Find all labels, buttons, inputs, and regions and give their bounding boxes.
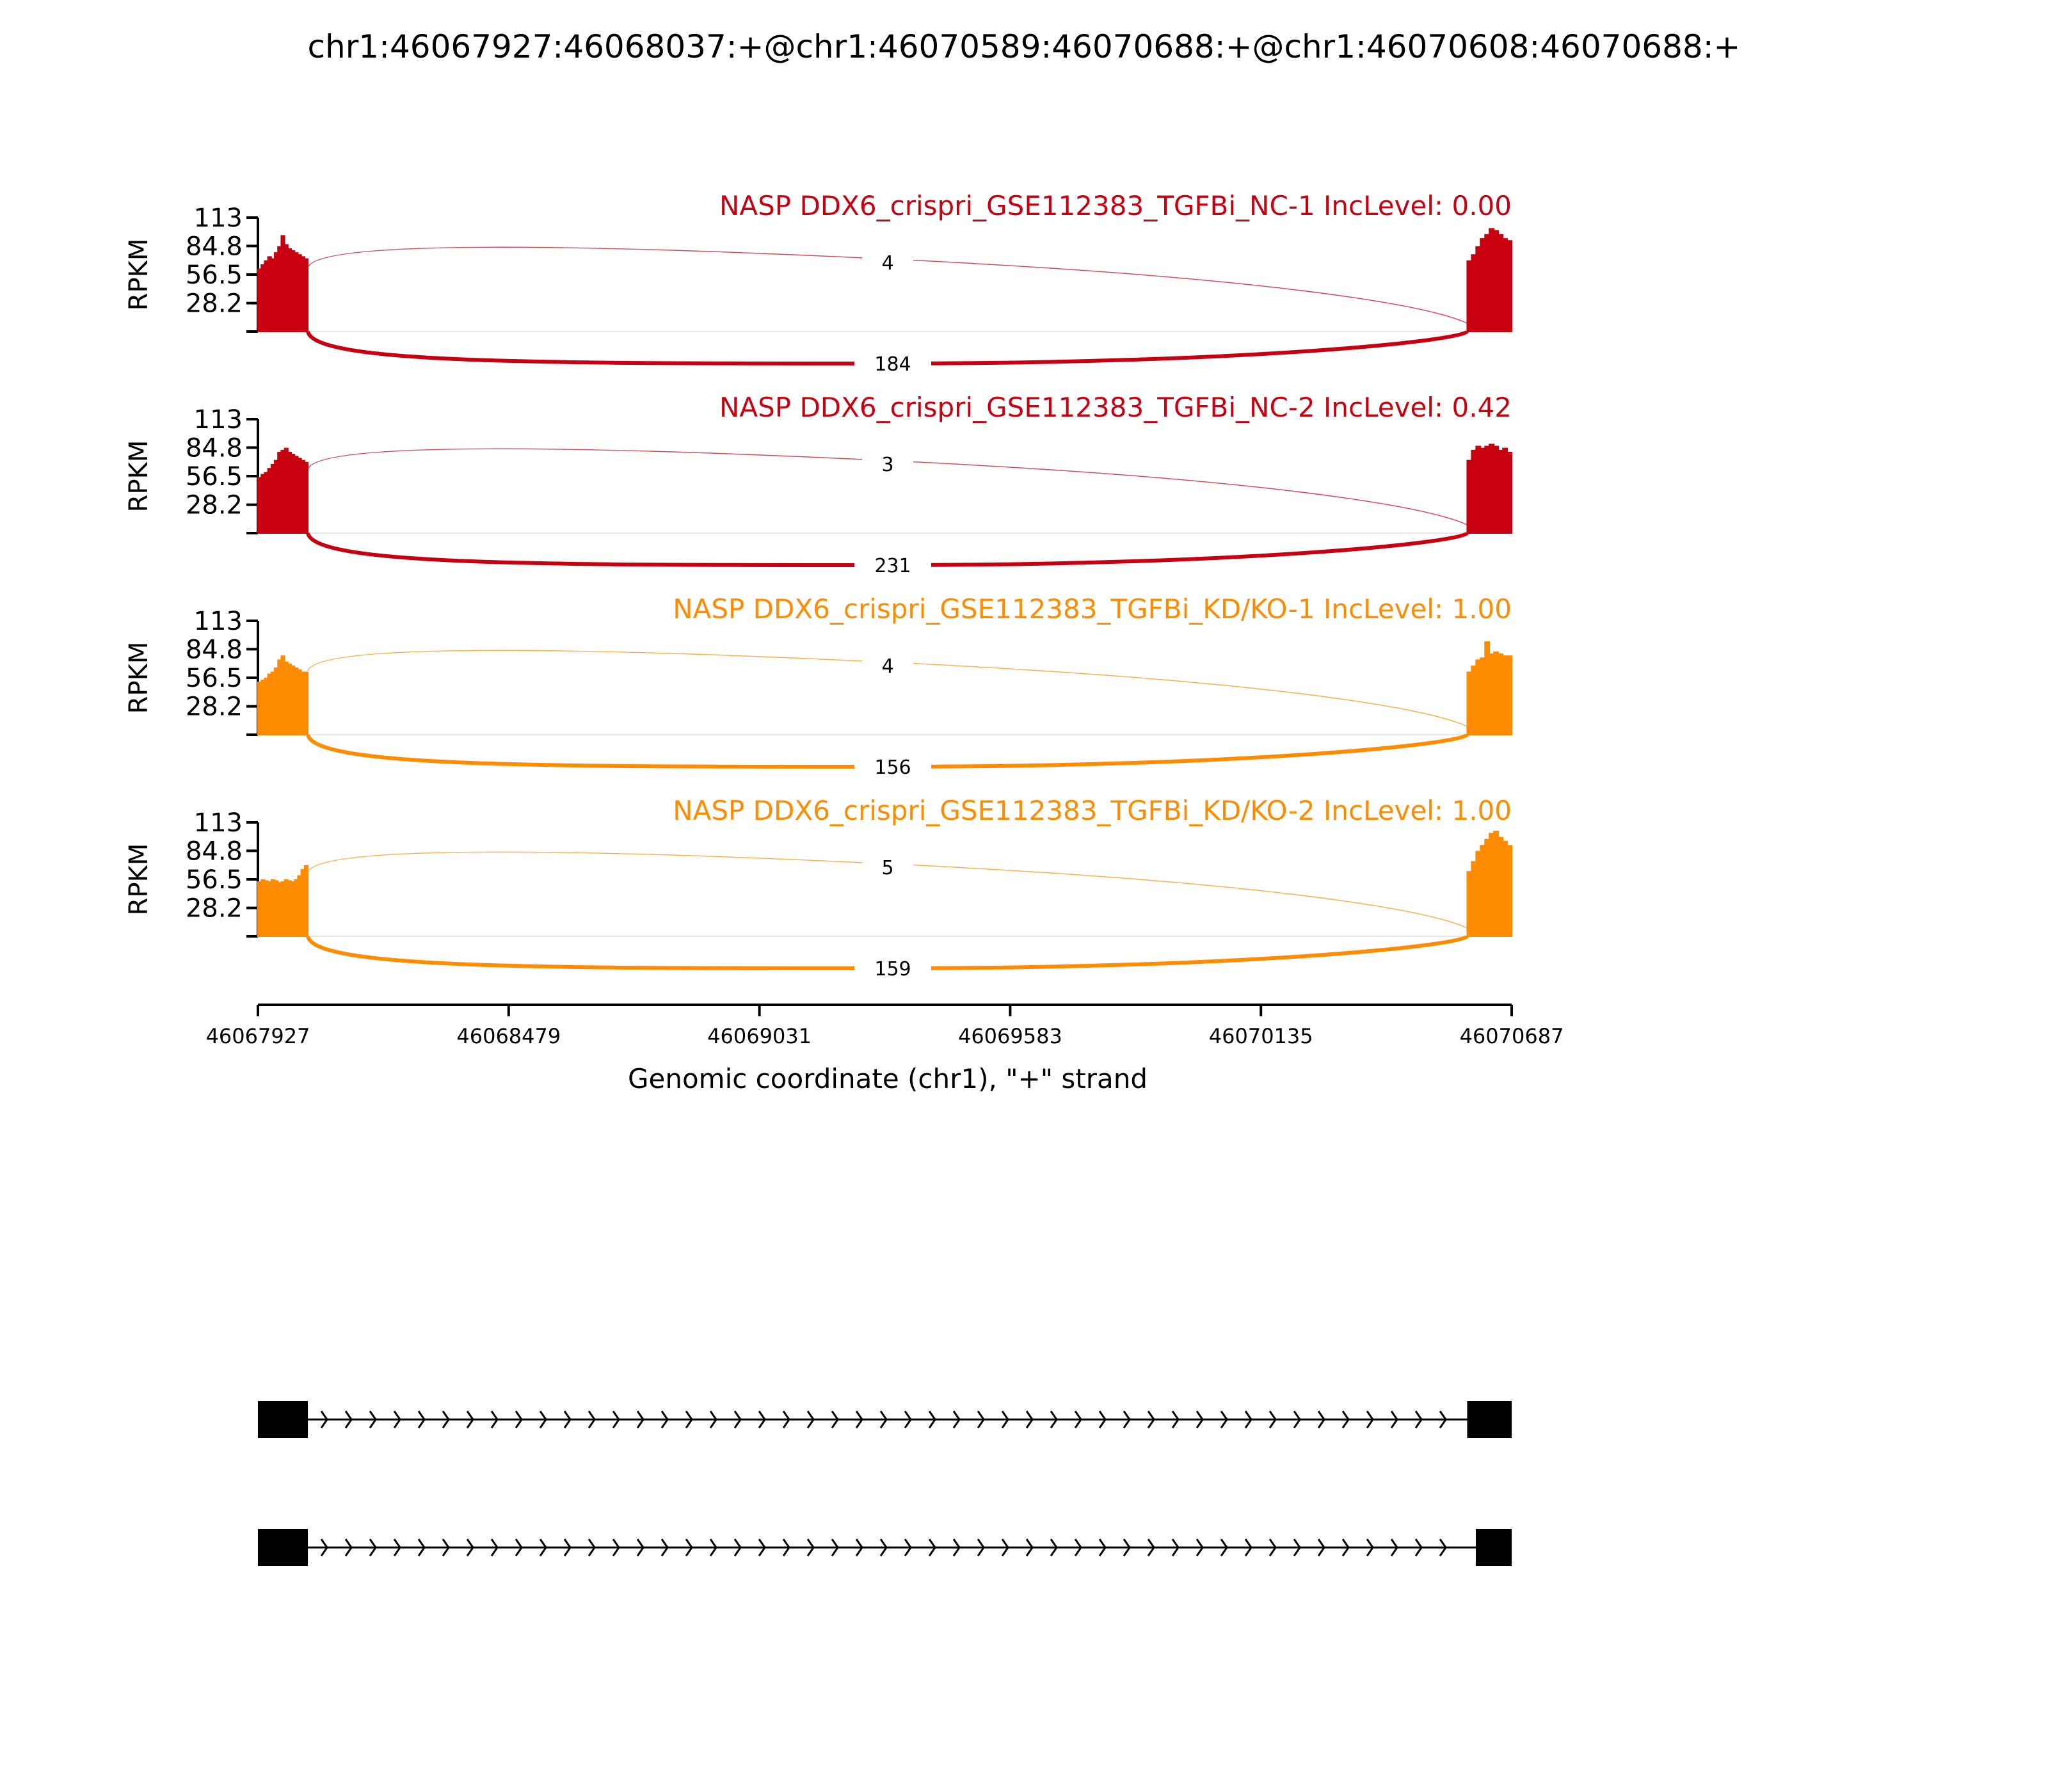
x-tick-label: 46070687 <box>1459 1024 1564 1048</box>
y-tick-label: 84.8 <box>185 635 243 665</box>
plot-title: chr1:46067927:46068037:+@chr1:46070589:46070688:+@chr1:46070608:46070688:+ <box>307 28 1741 65</box>
y-axis-label: RPKM <box>124 641 154 714</box>
junction-count-lower: 156 <box>874 756 911 779</box>
y-tick-label: 113 <box>193 204 243 233</box>
y-axis-label: RPKM <box>124 843 154 916</box>
x-tick-label: 46069583 <box>957 1024 1062 1048</box>
x-tick-label: 46069031 <box>707 1024 812 1048</box>
junction-count-lower: 184 <box>874 353 911 376</box>
y-axis-label: RPKM <box>124 440 154 513</box>
junction-count-upper: 5 <box>881 857 894 879</box>
track-2 <box>124 392 1512 577</box>
x-axis-label: Genomic coordinate (chr1), "+" strand <box>627 1063 1148 1094</box>
junction-count-upper: 4 <box>881 655 894 678</box>
y-tick-label: 28.2 <box>185 692 243 722</box>
y-tick-label: 28.2 <box>185 893 243 924</box>
exon-box <box>1476 1529 1512 1566</box>
track-label: NASP DDX6_crispri_GSE112383_TGFBi_KD/KO-1 IncLevel: 1.00 <box>673 593 1512 625</box>
junction-count-lower: 159 <box>874 958 911 980</box>
x-tick-label: 46070135 <box>1208 1024 1313 1048</box>
coverage-tracks <box>124 190 1512 980</box>
exon-box <box>1467 1401 1512 1438</box>
track-label: NASP DDX6_crispri_GSE112383_TGFBi_NC-1 IncLevel: 0.00 <box>719 190 1512 221</box>
y-tick-label: 56.5 <box>185 462 243 492</box>
junction-count-lower: 231 <box>874 555 911 577</box>
x-tick-label: 46068479 <box>456 1024 561 1048</box>
exon2-coverage <box>1467 642 1512 735</box>
exon-box <box>258 1401 308 1438</box>
y-tick-label: 56.5 <box>185 664 243 693</box>
track-label: NASP DDX6_crispri_GSE112383_TGFBi_NC-2 IncLevel: 0.42 <box>719 392 1512 423</box>
y-tick-label: 28.2 <box>185 289 243 319</box>
y-tick-label: 28.2 <box>185 490 243 520</box>
exon2-coverage <box>1467 831 1512 936</box>
y-tick-label: 113 <box>193 405 243 435</box>
isoform-1 <box>258 1401 1512 1438</box>
track-3 <box>124 593 1512 779</box>
y-tick-label: 84.8 <box>185 232 243 262</box>
exon1-coverage <box>258 449 308 533</box>
track-4 <box>124 795 1512 980</box>
x-axis <box>206 1005 1564 1048</box>
isoform-2 <box>258 1529 1512 1566</box>
y-tick-label: 113 <box>193 607 243 636</box>
exon-box <box>258 1529 308 1566</box>
exon2-coverage <box>1467 444 1512 533</box>
junction-count-upper: 4 <box>881 252 894 275</box>
exon1-coverage <box>258 236 308 332</box>
x-tick-label: 46067927 <box>205 1024 310 1048</box>
junction-count-upper: 3 <box>881 454 894 476</box>
isoform-models <box>258 1401 1512 1566</box>
exon1-coverage <box>258 866 308 936</box>
y-tick-label: 84.8 <box>185 836 243 867</box>
exon2-coverage <box>1467 228 1512 332</box>
y-tick-label: 56.5 <box>185 260 243 290</box>
track-1 <box>124 190 1512 376</box>
y-tick-label: 56.5 <box>185 865 243 895</box>
y-axis-label: RPKM <box>124 238 154 311</box>
y-tick-label: 113 <box>193 808 243 838</box>
track-label: NASP DDX6_crispri_GSE112383_TGFBi_KD/KO-2 IncLevel: 1.00 <box>673 795 1512 826</box>
exon1-coverage <box>258 656 308 735</box>
y-tick-label: 84.8 <box>185 433 243 463</box>
